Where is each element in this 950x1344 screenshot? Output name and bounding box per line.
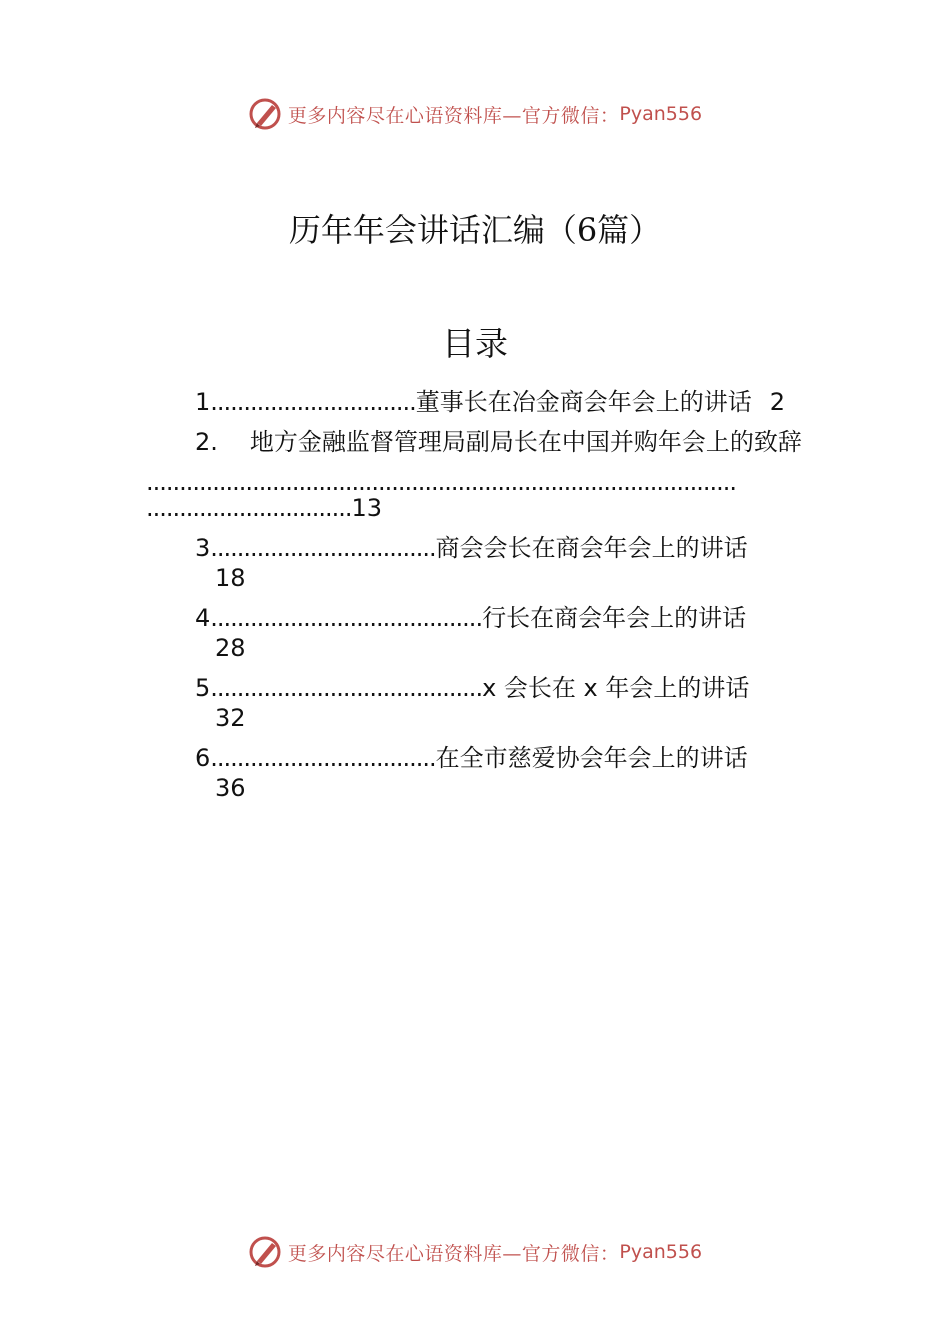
toc-leader-dots: ............................... bbox=[210, 388, 416, 416]
toc-entry-2[interactable] bbox=[195, 426, 802, 458]
pen-logo-icon bbox=[248, 1235, 282, 1269]
toc-entry-6[interactable] bbox=[195, 742, 748, 774]
toc-page-number: 36 bbox=[215, 774, 246, 802]
toc-entry-3[interactable] bbox=[195, 532, 748, 564]
banner-text: 更多内容尽在心语资料库—官方微信： bbox=[287, 1242, 620, 1265]
toc-title: 行长在商会年会上的讲话 bbox=[482, 604, 747, 632]
toc-heading: 目录 bbox=[442, 324, 508, 363]
toc-entry-2-leader-end bbox=[146, 492, 382, 524]
toc-number: 2. bbox=[195, 428, 218, 456]
toc-entry-2-leader: ......................................................................................... bbox=[146, 468, 736, 496]
banner-wechat-id: Pyan556 bbox=[619, 103, 703, 125]
toc-title: 地方金融监督管理局副局长在中国并购年会上的致辞 bbox=[249, 428, 802, 456]
toc-title: 在全市慈爱协会年会上的讲话 bbox=[435, 744, 748, 772]
toc-number: 5 bbox=[195, 674, 211, 702]
toc-title: x 会长在 x 年会上的讲话 bbox=[482, 674, 750, 702]
toc-page-number: 13 bbox=[351, 494, 383, 522]
toc-leader-dots: ............................... bbox=[146, 494, 352, 522]
toc-title: 董事长在冶金商会年会上的讲话 bbox=[415, 388, 752, 416]
banner-wechat-id: Pyan556 bbox=[619, 1241, 703, 1263]
banner-text: 更多内容尽在心语资料库—官方微信： bbox=[287, 104, 620, 127]
toc-page-number: 2 bbox=[769, 388, 786, 416]
toc-leader-dots: .................................. bbox=[210, 534, 436, 562]
pen-logo-icon bbox=[248, 97, 282, 131]
document-title: 历年年会讲话汇编（6篇） bbox=[288, 211, 662, 249]
toc-title: 商会会长在商会年会上的讲话 bbox=[435, 534, 748, 562]
toc-entry-1[interactable] bbox=[195, 386, 785, 418]
toc-number: 6 bbox=[195, 744, 211, 772]
toc-number: 4 bbox=[195, 604, 211, 632]
toc-page-number: 32 bbox=[215, 704, 246, 732]
toc-leader-dots: .................................. bbox=[210, 744, 436, 772]
toc-leader-dots: ......................................... bbox=[210, 604, 483, 632]
toc-entry-5[interactable] bbox=[195, 672, 749, 704]
toc-number: 3 bbox=[195, 534, 211, 562]
toc-leader-dots: ......................................... bbox=[210, 674, 483, 702]
footer-banner bbox=[0, 1232, 950, 1272]
toc-page-number: 28 bbox=[215, 634, 246, 662]
toc-number: 1 bbox=[195, 388, 211, 416]
header-banner bbox=[0, 94, 950, 134]
toc-page-number: 18 bbox=[215, 564, 246, 592]
toc-entry-4[interactable] bbox=[195, 602, 746, 634]
